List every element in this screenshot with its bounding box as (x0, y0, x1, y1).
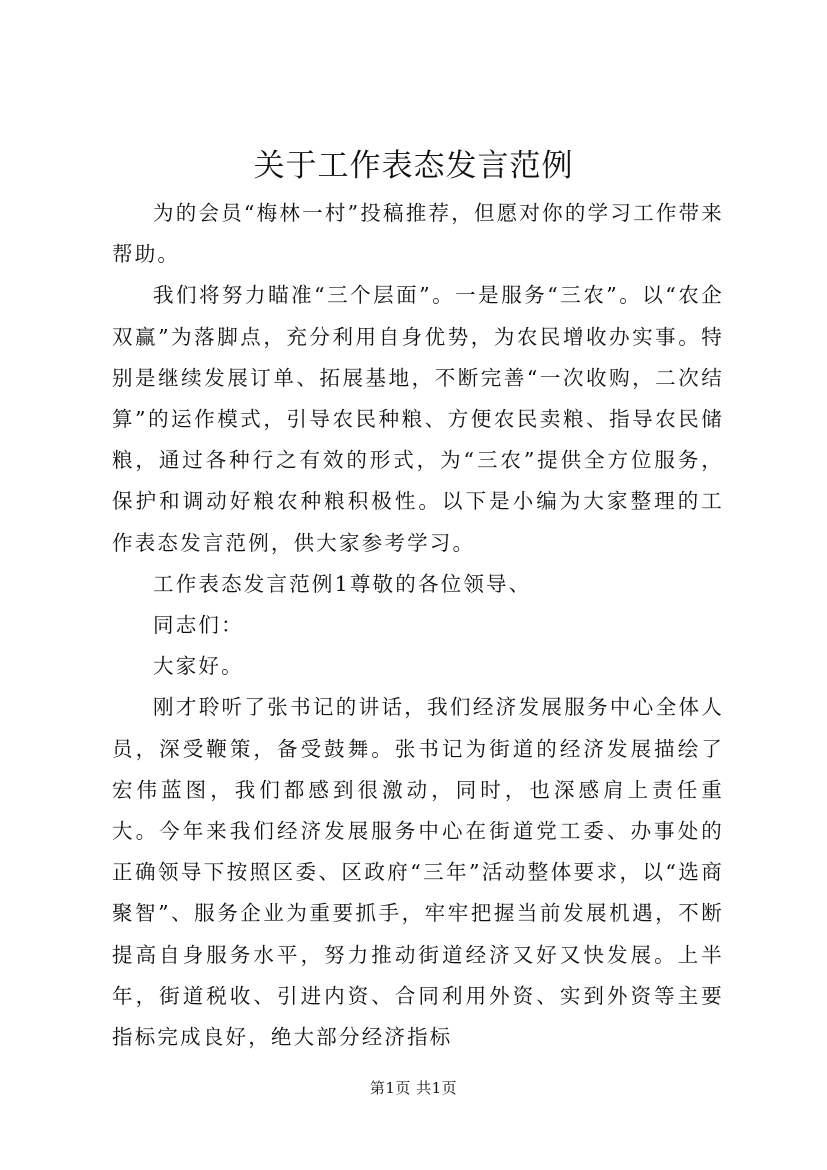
paragraph: 为的会员“梅林一村”投稿推荐，但愿对你的学习工作带来帮助。 (112, 201, 724, 267)
paragraph: 大家好。 (153, 654, 244, 679)
paragraph: 工作表态发言范例1尊敬的各位领导、 (153, 571, 532, 596)
document-body (112, 193, 724, 1058)
paragraph: 我们将努力瞄准“三个层面”。一是服务“三农”。以“农企双赢”为落脚点，充分利用自身优势，为农民增收办实事。特别是继续发展订单、拓展基地，不断完善“一次收购，二次结算”的运作模式，引导农民种粮、方便农民卖粮、指导农民储粮，通过各种行之有效的形式，为“三农”提供全方位服务，保护和调动好粮农种粮积极性。以下是小编为大家整理的工作表态发言范例，供大家参考学习。 (112, 283, 724, 555)
document-title: 关于工作表态发言范例 (253, 148, 574, 184)
page-footer: 第1页 共1页 (369, 1079, 458, 1097)
paragraph: 同志们： (153, 613, 244, 638)
paragraph: 刚才聆听了张书记的讲话，我们经济发展服务中心全体人员，深受鞭策，备受鼓舞。张书记为街道的经济发展描绘了宏伟蓝图，我们都感到很激动，同时，也深感肩上责任重大。今年来我们经济发展服务中心在街道党工委、办事处的正确领导下按照区委、区政府“三年”活动整体要求，以“选商聚智”、服务企业为重要抓手，牢牢把握当前发展机遇，不断提高自身服务水平，努力推动街道经济又好又快发展。上半年，街道税收、引进内资、合同利用外资、实到外资等主要指标完成良好，绝大部分经济指标 (112, 695, 724, 1050)
